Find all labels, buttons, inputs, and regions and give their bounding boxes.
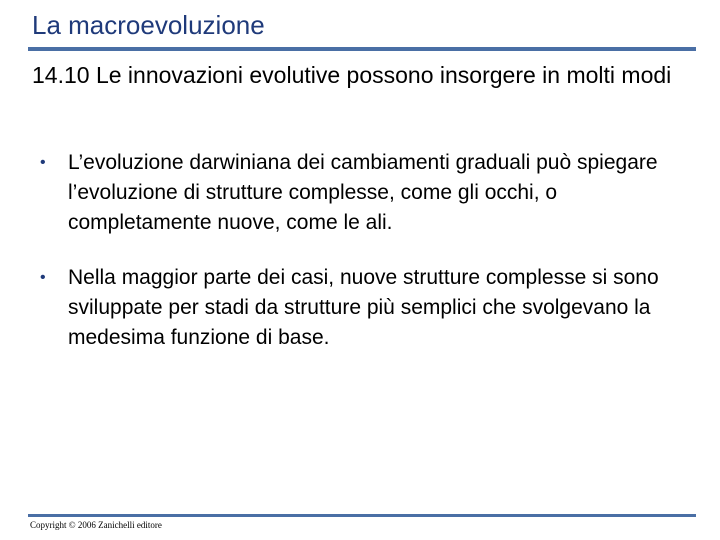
slide-subtitle: 14.10 Le innovazioni evolutive possono insorgere in molti modi xyxy=(32,62,672,88)
title-divider xyxy=(28,47,696,51)
slide-title: La macroevoluzione xyxy=(32,10,265,40)
bullet-dot-icon: • xyxy=(40,269,46,286)
bullet-item xyxy=(30,148,690,238)
bullet-item xyxy=(30,263,690,353)
copyright-footer: Copyright © 2006 Zanichelli editore xyxy=(30,520,162,530)
bullet-text: Nella maggior parte dei casi, nuove strutture complesse si sono sviluppate per stadi da strutture più semplici che svolgevano la medesima funzione di base. xyxy=(68,266,659,349)
bullet-list xyxy=(30,148,690,378)
bullet-text: L’evoluzione darwiniana dei cambiamenti graduali può spiegare l’evoluzione di strutture complesse, come gli occhi, o completamente nuove, come le ali. xyxy=(68,151,658,234)
footer-divider xyxy=(28,514,696,517)
bullet-dot-icon: • xyxy=(40,154,46,171)
